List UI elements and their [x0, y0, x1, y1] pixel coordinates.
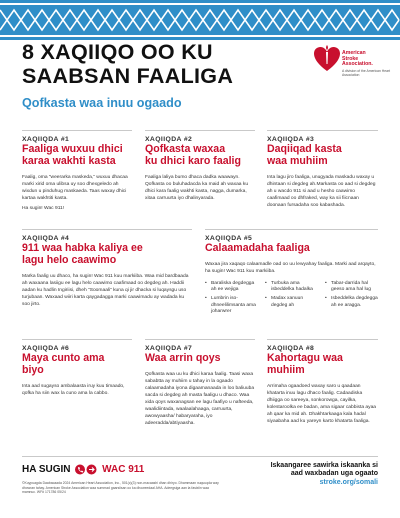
fact-tag: XAQIIQDA #1	[22, 136, 70, 143]
fact-heading-line: Maya cunto ama	[22, 352, 105, 364]
fact-tag: XAQIIQDA #3	[267, 136, 315, 143]
section-divider	[145, 130, 255, 131]
fact-heading	[22, 353, 104, 376]
fact-heading-line: Faaliga wuxuu dhici	[22, 143, 123, 155]
stroke-website-link[interactable]: stroke.org/somali	[319, 478, 378, 486]
fact-body-text: Inta aad sugayso ambalaasta iruy kuu timaado, qofka ha siin wax la cuno ama la cabbo.	[22, 384, 125, 396]
symptom-item: • Isbeddelka degdegga ah ee aragga.	[325, 296, 378, 308]
section-divider	[267, 130, 378, 131]
qr-call-to-action	[208, 462, 378, 487]
fact-heading	[267, 353, 343, 376]
logo-name-line2: Stroke	[342, 55, 359, 62]
header-pattern	[0, 0, 400, 40]
fact-section-4	[22, 229, 192, 339]
section-divider	[267, 339, 378, 340]
fact-heading-line: waa muhiim	[267, 154, 328, 167]
fact-heading	[145, 144, 241, 167]
cta-line2: aad waxbadan uga ogaato	[290, 470, 378, 478]
heart-torch-icon	[312, 44, 342, 74]
call-911-icons	[75, 464, 97, 475]
fact-heading-line: ku dhici karo faalig	[145, 154, 241, 167]
fact-heading-line: karaa wakhti kasta	[22, 154, 116, 167]
fact-body-text: Marka faalig uu dhaco, ha sugin! Wac 911 kuu markiiba. Waa mid bardbaada ah waxaana lasiigu ee lagu helo caawimo caafimaad oo degdeg ah. Haddii aadan ku hadlin Ingiriisi, dheh “Soomaali” kuna qi jir dhacka si luqaysgu uso turjubaan. Waxaad wiiri karta qaygadagga marki caawimadu ay wadada ku soo jirto.	[22, 274, 189, 307]
symptom-list-col2	[265, 281, 319, 312]
page-subtitle: Qofkasta waa inuu ogaado	[22, 96, 182, 110]
symptom-item: • Lumbrin iso-dhneelilimsanta ama joharwrer	[205, 296, 259, 315]
footer-divider	[22, 456, 378, 457]
symptom-item: • Tabar-darrida hal geeso ama hal lug	[325, 281, 378, 293]
fact-body	[22, 273, 190, 308]
symptom-item: • Madax xanuun degdeg ah	[265, 296, 319, 308]
symptom-item: • Turbuka ama isbeddelka hadalka	[265, 281, 319, 293]
american-stroke-association-logo	[312, 44, 392, 80]
fact-heading-line: biyo	[22, 363, 44, 376]
fact-call-to-action: Ha sugin! Wac 911!	[22, 206, 65, 211]
logo-name-line1: American	[342, 50, 366, 56]
fact-heading-line: Daqiiqad kasta	[267, 143, 342, 155]
fact-heading-line: Waa arrin qoys	[145, 352, 221, 364]
fact-heading-line: Calaamadaha faaliga	[205, 242, 310, 254]
fact-body-text: Qofkasta waa uu ku dhici karaa faalig. Taasi waxa sababtta ay muhiim u tahay in la ogaado calaamadaha iyona digaamanaada in loo baliuuba sacda si degdeg ah masta faaligu u dhaco. Waa xida qoys waxanagsan ee lagu faafiyo u nafteeda, waalidiintada, waalaalahaaga, carruurta, awowyaasha/ habaryaraha, iyo adeeradda/abtiyaasha.	[145, 372, 255, 426]
fact-body-text: Inta lagu jiro faaliga, unugyada maskadu waxay u dhintaan si degdeg ah.Markasta oo aad si degdeg ah u wacdo 911 si aad u hesho caawimo caafimaad oo dhfraked, way ka sii fiicnaan doonaan fursadaha soo kabashada.	[267, 175, 376, 208]
fact-heading	[145, 353, 221, 365]
cta-line1: Iskaangaree sawirka iskaanka si	[270, 462, 378, 469]
fact-tag: XAQIIQDA #2	[145, 136, 193, 143]
fact-heading-line: lagu helo caawimo	[22, 253, 117, 266]
fact-tag: XAQIIQDA #6	[22, 345, 70, 352]
call-number: WAC 911	[102, 464, 145, 475]
call-text: HA SUGIN	[22, 464, 71, 475]
fact-body	[145, 371, 255, 427]
section-divider	[22, 229, 192, 230]
symptom-list-col1	[205, 281, 259, 318]
logo-division: A division of the American Heart Association	[342, 68, 391, 77]
fact-heading	[205, 243, 310, 255]
fact-section-1	[22, 130, 132, 235]
fact-section-6	[22, 339, 132, 454]
legal-text: ©Kuypuagda Daabacaada 2024 American Heart Association, Inc., 501(c)(3) non-macaashi dhan dhiryo. Dhammaan xuquuqda way dhowran tahay. American Stroke Association waa summad gaarsiisan oo ka dhoweedaal AHA. Adeegsiga aan la fasixiin waa mamnuc. WF# 171786 05/24	[22, 481, 219, 495]
fact-body-text: Waxaa jira xaqaqo calaamadle oad oo uu lewyahay faaliga. Marki aad arqayto, ha sugin! Wac 911 kuu markiiba.	[205, 262, 376, 274]
symptom-item: • Baraliska degdegga ah ee wejiga	[205, 281, 259, 293]
fact-heading-line: Kahortagu waa	[267, 352, 343, 364]
fact-section-8	[267, 339, 378, 454]
page-title	[22, 40, 312, 88]
fact-body	[22, 174, 130, 212]
section-divider	[205, 229, 378, 230]
fact-heading	[22, 144, 123, 167]
fact-section-5	[205, 229, 378, 339]
section-divider	[22, 339, 132, 340]
title-line2: SAABSAN FAALIGA	[22, 64, 234, 88]
logo-name-line3: Association.	[342, 61, 373, 68]
section-divider	[22, 130, 132, 131]
fact-tag: XAQIIQDA #7	[145, 345, 193, 352]
fact-tag: XAQIIQDA #5	[205, 235, 253, 242]
fact-tag: XAQIIQDA #4	[22, 235, 70, 242]
fact-section-2	[145, 130, 255, 235]
fact-heading-line: Qofkasta waxaa	[145, 143, 226, 155]
fact-body	[145, 174, 255, 202]
fact-body-text: Arrimaha ogaadoed waxay saro u qaadaan khatarta inuu lagu dhaco faalig. Cadaadiska dhiigga oo sareeya, sonkorowga, cayilka, kolestaroolka ee badan, ama sigaar cabbista ayaa ah qaar ka mid ah. Dhakhtarkaaga kala hadal siyaabaha aad ku yareyn karto khatarta faaliga.	[267, 384, 377, 424]
fact-tag: XAQIIQDA #8	[267, 345, 315, 352]
fact-section-7	[145, 339, 255, 454]
fact-heading	[267, 144, 342, 167]
fact-body	[267, 174, 378, 209]
fact-body	[267, 383, 378, 425]
fact-body	[22, 383, 130, 397]
symptom-list-col3	[325, 281, 378, 312]
call-911-banner	[22, 463, 144, 477]
fact-body-text: Faaliga laliya bumo dhaca dadka waawayn. Qofkasta oo buluhadacda ka maid ah waxaa ku dhici kara faalig wakhti kasta, nagga, dumarka, xitaa carruurta iyo dhalinyarada.	[145, 175, 249, 201]
fact-body-text: Faalig, oma “weerarka maskeda,” wuxuu dhacaa marki xirid oma ulibsa uy soo dhexgeledo ah wixdun u pinduhug maskaeda. Taas waxay dhici kartaa wakhtiti kasta.	[22, 175, 128, 201]
fact-body	[205, 261, 377, 275]
title-line1: 8 XAQIIQO OO KU	[22, 40, 213, 64]
fact-heading	[22, 243, 143, 266]
fact-section-3	[267, 130, 378, 235]
fact-heading-line: 911 waa habka kaliya ee	[22, 242, 143, 254]
fact-heading-line: muhiim	[267, 363, 305, 376]
section-divider	[145, 339, 255, 340]
